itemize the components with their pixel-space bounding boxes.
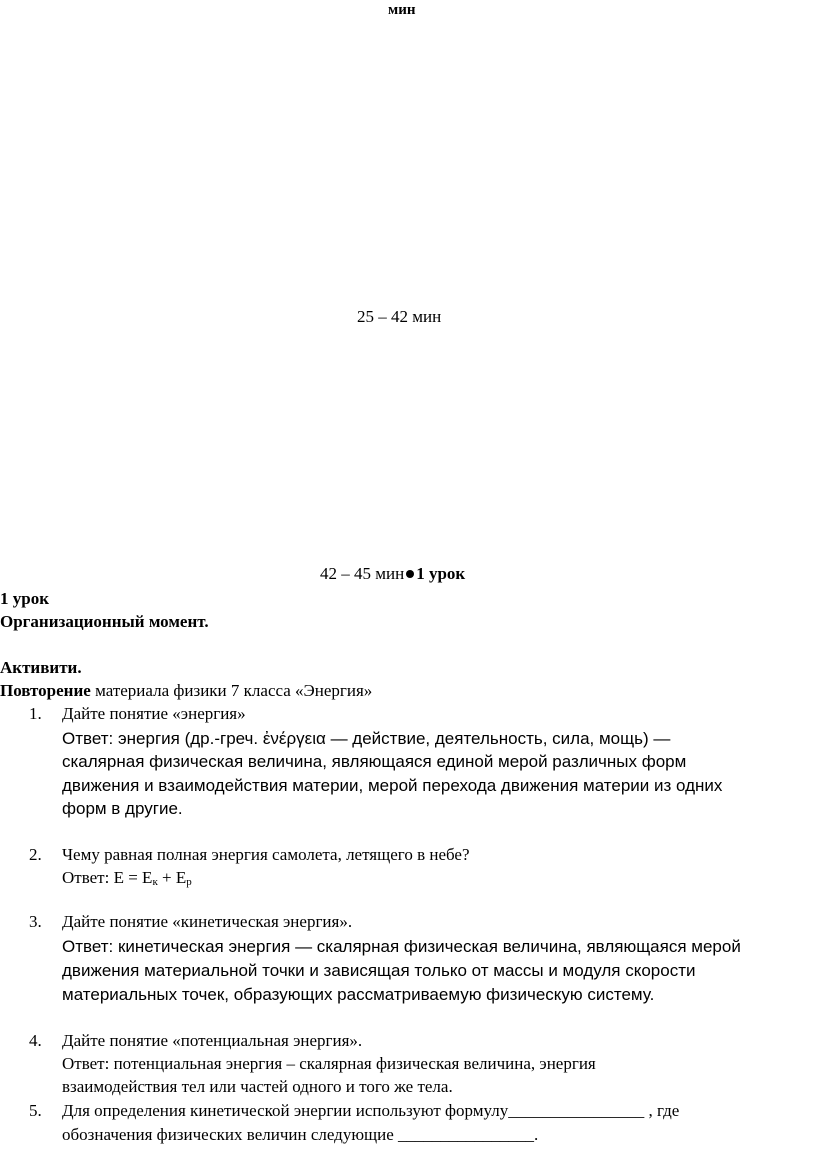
q2-sub-kinetic: к xyxy=(152,876,158,888)
q1-answer-line: Ответ: энергия (др.-греч. ἐνέργεια — действие, деятельность, сила, мощь) — xyxy=(62,729,671,748)
time-25-42: 25 – 42 мин xyxy=(357,307,442,326)
time-42-45-row xyxy=(320,564,465,584)
q4-question: Дайте понятие «потенциальная энергия». xyxy=(62,1031,363,1050)
q1-answer-line: движения и взаимодействия материи, мерой перехода движения материи из одних xyxy=(62,776,723,795)
q3-answer-line: Ответ: кинетическая энергия — скалярная физическая величина, являющаяся мерой xyxy=(62,937,741,956)
q3-answer-line: движения материальной точки и зависящая только от массы и модуля скорости xyxy=(62,961,696,980)
repeat-line xyxy=(0,681,372,701)
bullet-icon xyxy=(406,570,414,578)
q1-answer-line: форм в другие. xyxy=(62,799,183,818)
q4-answer-line: Ответ: потенциальная энергия – скалярная физическая величина, энергия xyxy=(62,1054,596,1073)
q2-answer-prefix: Ответ: E = E xyxy=(62,868,153,887)
header-top-text: мин xyxy=(388,2,416,18)
q3-number: 3. xyxy=(29,912,42,931)
time-42-45: 42 – 45 мин xyxy=(320,564,405,583)
q5-number: 5. xyxy=(29,1101,42,1120)
q5-line: обозначения физических величин следующие ________________. xyxy=(62,1125,539,1144)
q1-answer-line: скалярная физическая величина, являющаяся единой мерой различных форм xyxy=(62,752,687,771)
q2-sub-potential: р xyxy=(186,876,192,888)
q2-question: Чему равная полная энергия самолета, летящего в небе? xyxy=(62,845,470,864)
q2-answer xyxy=(62,868,192,888)
q2-answer-plus: + E xyxy=(157,868,187,887)
q5-line: Для определения кинетической энергии используют формулу________________ , где xyxy=(62,1101,680,1120)
q1-question: Дайте понятие «энергия» xyxy=(62,704,246,723)
repeat-rest: материала физики 7 класса «Энергия» xyxy=(90,681,373,700)
time-42-45-lesson: 1 урок xyxy=(416,564,466,583)
q2-number: 2. xyxy=(29,845,42,864)
repeat-bold: Повторение xyxy=(0,681,91,700)
q4-number: 4. xyxy=(29,1031,42,1050)
q3-question: Дайте понятие «кинетическая энергия». xyxy=(62,912,353,931)
lesson-title: 1 урок xyxy=(0,589,49,608)
org-moment-heading: Организационный момент. xyxy=(0,612,209,631)
q1-number: 1. xyxy=(29,704,42,723)
q4-answer-line: взаимодействия тел или частей одного и того же тела. xyxy=(62,1077,453,1096)
q3-answer-line: материальных точек, образующих рассматриваемую физическую систему. xyxy=(62,985,655,1004)
activity-heading: Активити. xyxy=(0,658,82,677)
